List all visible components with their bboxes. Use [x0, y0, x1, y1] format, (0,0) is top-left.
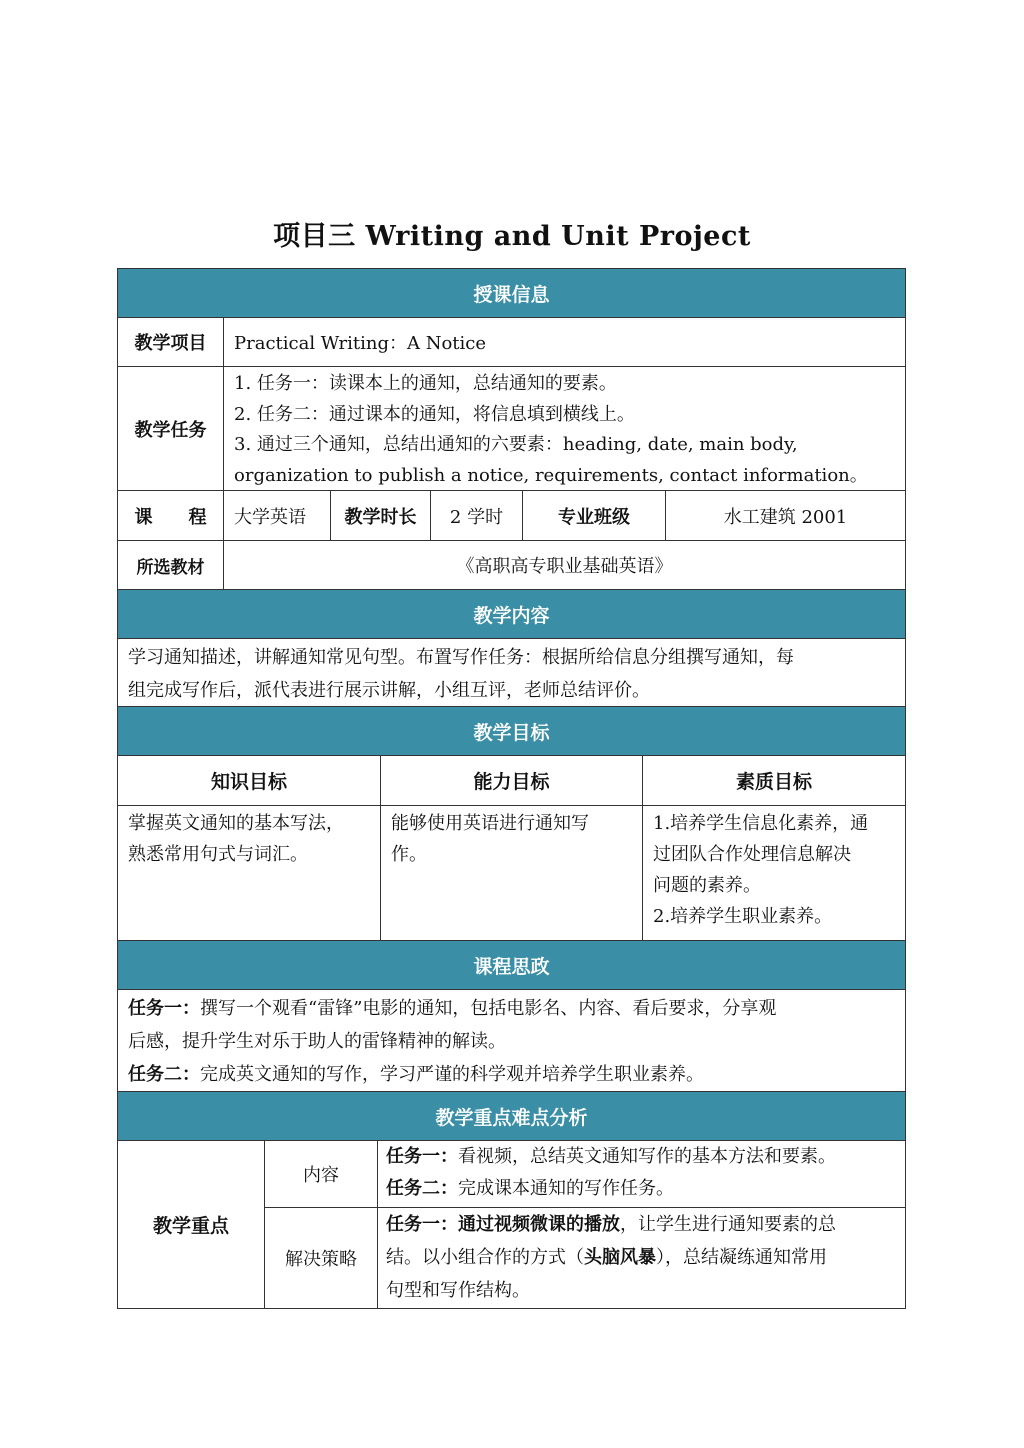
- content-line: 学习通知描述，讲解通知常见句型。布置写作任务：根据所给信息分组撰写通知，每: [128, 647, 794, 668]
- content-task2: [386, 1173, 897, 1205]
- keypoints-row: [117, 1141, 906, 1309]
- ideology-task1-line: [128, 992, 895, 1025]
- course-row: [117, 491, 906, 541]
- strategy-text-3: ），总结凝练通知常用: [656, 1247, 827, 1268]
- content-task1-text: 看视频，总结英文通知写作的基本方法和要素。: [458, 1146, 836, 1167]
- task-label: 教学任务: [118, 367, 224, 490]
- task-item: 1. 任务一：读课本上的通知，总结通知的要素。: [234, 373, 617, 394]
- course-label: 课 程: [118, 491, 224, 540]
- goal-line: 过团队合作处理信息解决: [653, 844, 851, 865]
- hours-value: 2 学时: [431, 491, 523, 540]
- course-value: 大学英语: [224, 491, 331, 540]
- keypoints-detail: [265, 1141, 905, 1308]
- page-title: 项目三 Writing and Unit Project: [273, 221, 751, 252]
- strategy-line: [386, 1208, 897, 1241]
- strategy-subtext: [378, 1208, 905, 1308]
- ability-goal-text: [381, 806, 643, 940]
- hours-label: 教学时长: [331, 491, 431, 540]
- lesson-plan-table: [117, 268, 906, 1309]
- content-subrow: [265, 1141, 905, 1208]
- content-task1-label: 任务一：: [386, 1146, 458, 1167]
- task-item: 2. 任务二：通过课本的通知，将信息填到横线上。: [234, 403, 635, 425]
- goal-line: 熟悉常用句式与词汇。: [128, 844, 308, 865]
- strategy-sublabel: 解决策略: [265, 1208, 378, 1308]
- goals-header-row: [117, 756, 906, 806]
- content-task2-text: 完成课本通知的写作任务。: [458, 1178, 674, 1199]
- goal-line: 2.培养学生职业素养。: [653, 906, 833, 927]
- content-task2-label: 任务二：: [386, 1178, 458, 1199]
- project-row: [117, 318, 906, 367]
- ideology-section-header: 课程思政: [117, 941, 906, 990]
- ideology-task1-text: 撰写一个观看“雷锋”电影的通知，包括电影名、内容、看后要求，分享观: [200, 998, 777, 1019]
- content-section-header: 教学内容: [117, 590, 906, 639]
- strategy-line: [386, 1241, 897, 1274]
- goals-section-header: 教学目标: [117, 707, 906, 756]
- info-section-header: 授课信息: [117, 268, 906, 318]
- goal-line: 作。: [391, 844, 427, 865]
- ideology-task2-text: 完成英文通知的写作，学习严谨的科学观并培养学生职业素养。: [200, 1064, 704, 1085]
- strategy-text-1: ，让学生进行通知要素的总: [620, 1214, 836, 1235]
- strategy-text-2: 结。以小组合作的方式（: [386, 1247, 584, 1268]
- content-task1: [386, 1141, 897, 1173]
- content-line: 组完成写作后，派代表进行展示讲解，小组互评，老师总结评价。: [128, 680, 650, 701]
- strategy-task1-label: 任务一：: [386, 1214, 458, 1235]
- keypoints-section-header: 教学重点难点分析: [117, 1092, 906, 1141]
- ideology-task2-line: [128, 1058, 895, 1091]
- goal-line: 问题的素养。: [653, 875, 761, 896]
- class-value: 水工建筑 2001: [723, 506, 848, 528]
- strategy-bold-1: 通过视频微课的播放: [458, 1214, 620, 1235]
- project-value: Practical Writing：A Notice: [234, 333, 486, 354]
- goal-line: 1.培养学生信息化素养，通: [653, 813, 869, 834]
- quality-goal-text: [643, 806, 905, 940]
- class-label: 专业班级: [523, 491, 666, 540]
- content-sublabel: 内容: [265, 1141, 378, 1207]
- task-item: 3. 通过三个通知，总结出通知的六要素：heading, date, main body,: [234, 434, 798, 455]
- quality-goal-header: 素质目标: [735, 771, 812, 793]
- goals-content-row: [117, 806, 906, 941]
- textbook-label: 所选教材: [118, 541, 224, 589]
- strategy-line: 句型和写作结构。: [386, 1280, 530, 1301]
- goal-line: 能够使用英语进行通知写: [391, 813, 589, 834]
- project-label: 教学项目: [118, 318, 224, 366]
- ideology-task1-cont: 后感，提升学生对乐于助人的雷锋精神的解读。: [128, 1031, 506, 1052]
- strategy-bold-2: 头脑风暴: [584, 1247, 656, 1268]
- ideology-text: [117, 990, 906, 1092]
- ideology-task1-label: 任务一：: [128, 998, 200, 1019]
- textbook-row: [117, 541, 906, 590]
- content-text: [117, 639, 906, 707]
- task-item: organization to publish a notice, requirements, contact information。: [234, 464, 868, 486]
- key-point-label: 教学重点: [118, 1141, 265, 1308]
- goal-line: 掌握英文通知的基本写法，: [128, 813, 344, 834]
- textbook-value: 《高职高专职业基础英语》: [456, 556, 673, 577]
- knowledge-goal-text: [118, 806, 381, 940]
- task-list: [224, 367, 905, 490]
- tasks-row: [117, 367, 906, 491]
- ability-goal-header: 能力目标: [381, 756, 643, 805]
- strategy-subrow: [265, 1208, 905, 1308]
- knowledge-goal-header: 知识目标: [118, 756, 381, 805]
- ideology-task2-label: 任务二：: [128, 1064, 200, 1085]
- content-subtext: [378, 1141, 905, 1207]
